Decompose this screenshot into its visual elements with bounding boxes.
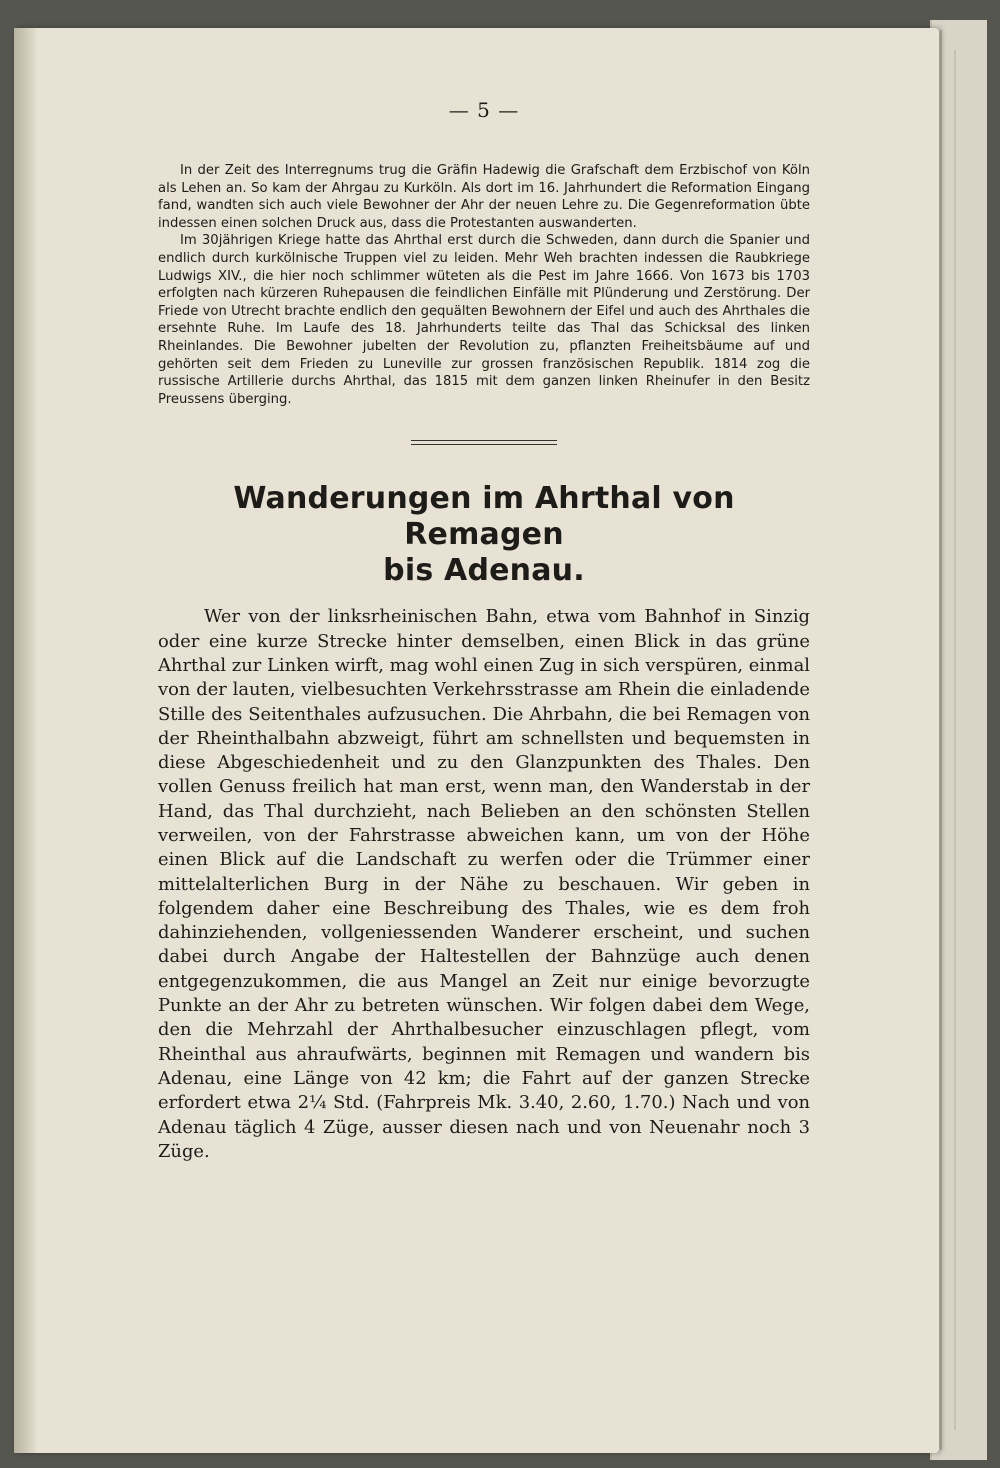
page-number: — 5 —	[448, 98, 520, 122]
history-paragraph-1: In der Zeit des Interregnums trug die Gräfin Hadewig die Grafschaft dem Erzbischof von Köln als Lehen an. So kam der Ahrgau zu Kurköln. Als dort im 16. Jahrhundert die Reformation Eingang fand, wandten sich auch viele Bewohner der Ahr der neuen Lehre zu. Die Gegenreformation übte indessen einen solchen Druck aus, dass die Protestanten auswanderten.	[158, 163, 810, 231]
history-paragraph-2: Im 30jährigen Kriege hatte das Ahrthal erst durch die Schweden, dann durch die Spanier und endlich durch kurkölnische Truppen viel zu leiden. Mehr Weh brachten indessen die Raubkriege Ludwigs XIV., die hier noch schlimmer wüteten als die Pest im Jahre 1666. Von 1673 bis 1703 erfolgten nach kürzeren Ruhepausen die feindlichen Einfälle mit Plünderung und Zerstörung. Der Friede von Utrecht brachte endlich den gequälten Bewohnern der Eifel und auch des Ahrthales die ersehnte Ruhe. Im Laufe des 18. Jahrhunderts teilte das Thal das Schicksal des linken Rheinlandes. Die Bewohner jubelten der Revolution zu, pflanzten Freiheitsbäume auf und gehörten seit dem Frieden zu Luneville zur grossen französischen Republik. 1814 zog die russische Artillerie durchs Ahrthal, das 1815 mit dem ganzen linken Rheinufer in den Besitz Preussens überging.	[158, 233, 810, 407]
section-body-paragraph: Wer von der linksrheinischen Bahn, etwa vom Bahnhof in Sinzig oder eine kurze Strecke hinter demselben, einen Blick in das grüne Ahrthal zur Linken wirft, mag wohl einen Zug in sich verspüren, einmal von der lauten, vielbesuchten Verkehrsstrasse am Rhein die einladende Stille des Seitenthales aufzusuchen. Die Ahrbahn, die bei Remagen von der Rheinthalbahn abzweigt, führt am schnellsten und bequemsten in diese Abgeschiedenheit und zu den Glanzpunkten des Thales. Den vollen Genuss freilich hat man erst, wenn man, den Wanderstab in der Hand, das Thal durchzieht, nach Belieben an den schönsten Stellen verweilen, von der Fahrstrasse abweichen kann, um von der Höhe einen Blick auf die Landschaft zu werfen oder die Trümmer einer mittelalterlichen Burg in der Nähe zu beschauen. Wir geben in folgendem daher eine Beschreibung des Thales, wie es dem froh dahinziehenden, vollgeniessenden Wanderer erscheint, und suchen dabei durch Angabe der Haltestellen der Bahnzüge auch denen entgegenzukommen, die aus Mangel an Zeit nur einige bevorzugte Punkte an der Ahr zu betreten wünschen. Wir folgen dabei dem Wege, den die Mehrzahl der Ahrthalbesucher einzuschlagen pflegt, vom Rheinthal aus ahraufwärts, beginnen mit Remagen und wandern bis Adenau, eine Länge von 42 km; die Fahrt auf der ganzen Strecke erfordert etwa 2¼ Std. (Fahrpreis Mk. 3.40, 2.60, 1.70.) Nach und von Adenau täglich 4 Züge, ausser diesen nach und von Neuenahr noch 3 Züge.	[158, 606, 810, 1162]
section-divider	[411, 440, 557, 445]
section-title-line-1: Wanderungen im Ahrthal von Remagen	[233, 481, 735, 553]
section-title-line-2: bis Adenau.	[383, 553, 585, 589]
section-title	[158, 481, 810, 589]
page-binding-shadow	[14, 28, 36, 1453]
page-content	[158, 98, 810, 1164]
